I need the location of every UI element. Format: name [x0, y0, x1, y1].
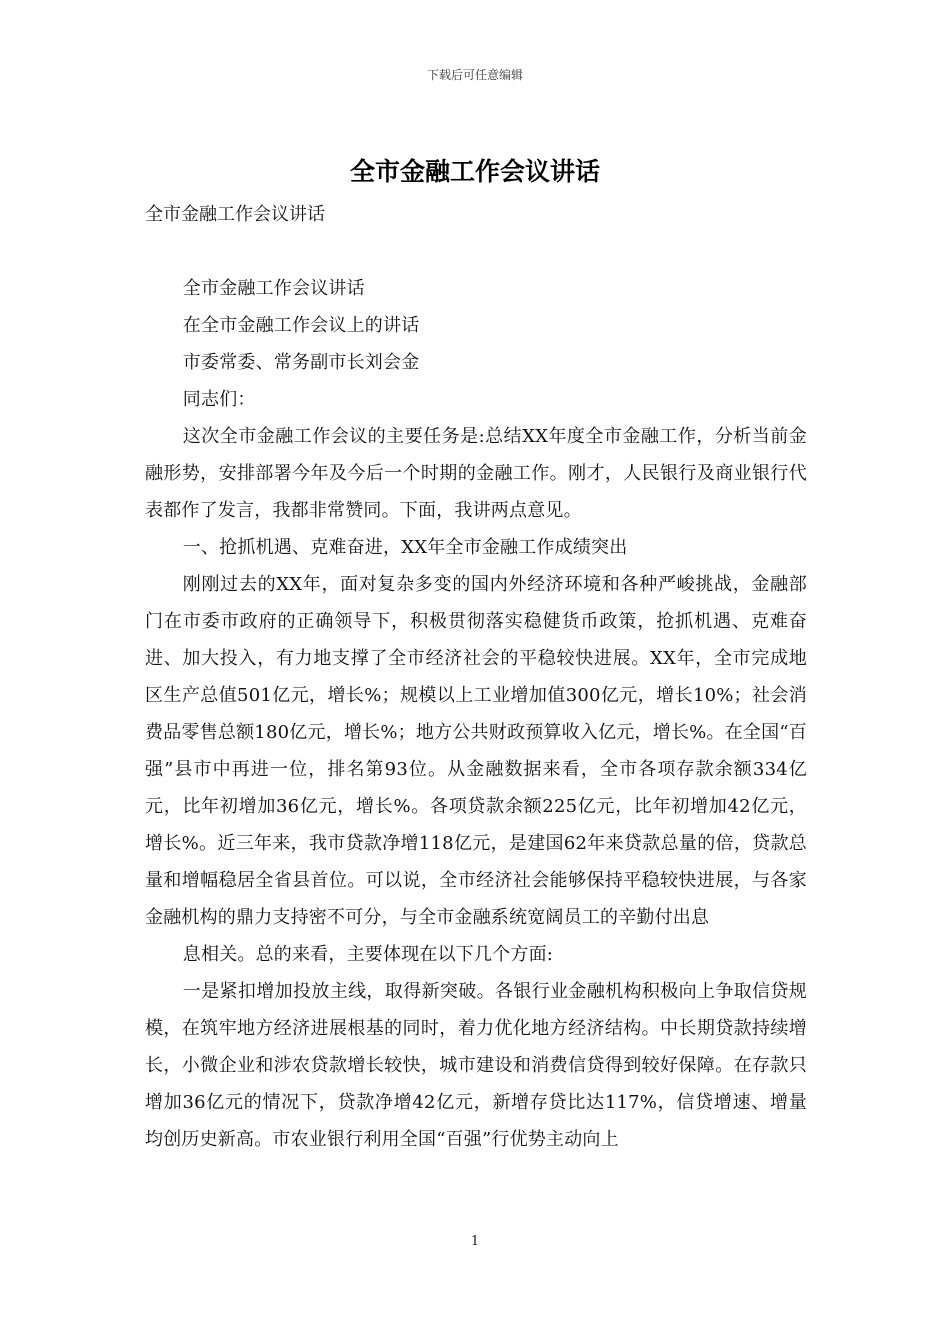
paragraph-title-repeat: 全市金融工作会议讲话 [182, 278, 365, 299]
paragraph-achievements: 刚刚过去的XX年，面对复杂多变的国内外经济环境和各种严峻挑战，金融部门在市委市政府的正确领导下，积极贯彻落实稳健货币政策，抢抓机遇、克难奋进、加大投入，有力地支撑了全市经济社会的平稳较快进展。XX年，全市完成地区生产总值501亿元，增长%；规模以上工业增加值300亿元，增长10%；社会消费品零售总额180亿元，增长%；地方公共财政预算收入亿元，增长%。在全国“百强”县市中再进一位，排名第93位。从金融数据来看，全市各项存款余额334亿元，比年初增加36亿元，增长%。各项贷款余额225亿元，比年初增加42亿元，增长%。近三年来，我市贷款净增118亿元，是建国62年来贷款总量的倍，贷款总量和增幅稳居全省县首位。可以说，全市经济社会能够保持平稳较快进展，与各家金融机构的鼎力支持密不可分，与全市金融系统宽阔员工的辛勤付出息 [145, 574, 807, 928]
paragraph-point-one: 一是紧扣增加投放主线，取得新突破。各银行业金融机构积极向上争取信贷规模，在筑牢地方经济进展根基的同时，着力优化地方经济结构。中长期贷款持续增长，小微企业和涉农贷款增长较快，城市建设和消费信贷得到较好保障。在存款只增加36亿元的情况下，贷款净增42亿元，新增存贷比达117%，信贷增速、增量均创历史新高。市农业银行利用全国“百强”行优势主动向上 [145, 981, 807, 1150]
paragraph-intro: 这次全市金融工作会议的主要任务是:总结XX年度全市金融工作，分析当前金融形势，安排部署今年及今后一个时期的金融工作。刚才，人民银行及商业银行代表都作了发言，我都非常赞同。下面，我讲两点意见。 [145, 426, 807, 521]
paragraph-summary: 息相关。总的来看，主要体现在以下几个方面: [182, 944, 554, 965]
paragraph-salutation: 同志们： [182, 389, 256, 410]
document-title: 全市金融工作会议讲话 [349, 157, 600, 186]
document-subtitle: 全市金融工作会议讲话 [145, 204, 325, 225]
page-number: 1 [470, 1234, 480, 1249]
page-header: 下载后可任意编辑 [426, 68, 523, 82]
document-body [145, 270, 807, 1158]
section-heading-1: 一、抢抓机遇、克难奋进，XX年全市金融工作成绩突出 [182, 537, 628, 558]
paragraph-speaker: 市委常委、常务副市长刘会金 [182, 352, 420, 373]
paragraph-speech-occasion: 在全市金融工作会议上的讲话 [182, 315, 420, 336]
